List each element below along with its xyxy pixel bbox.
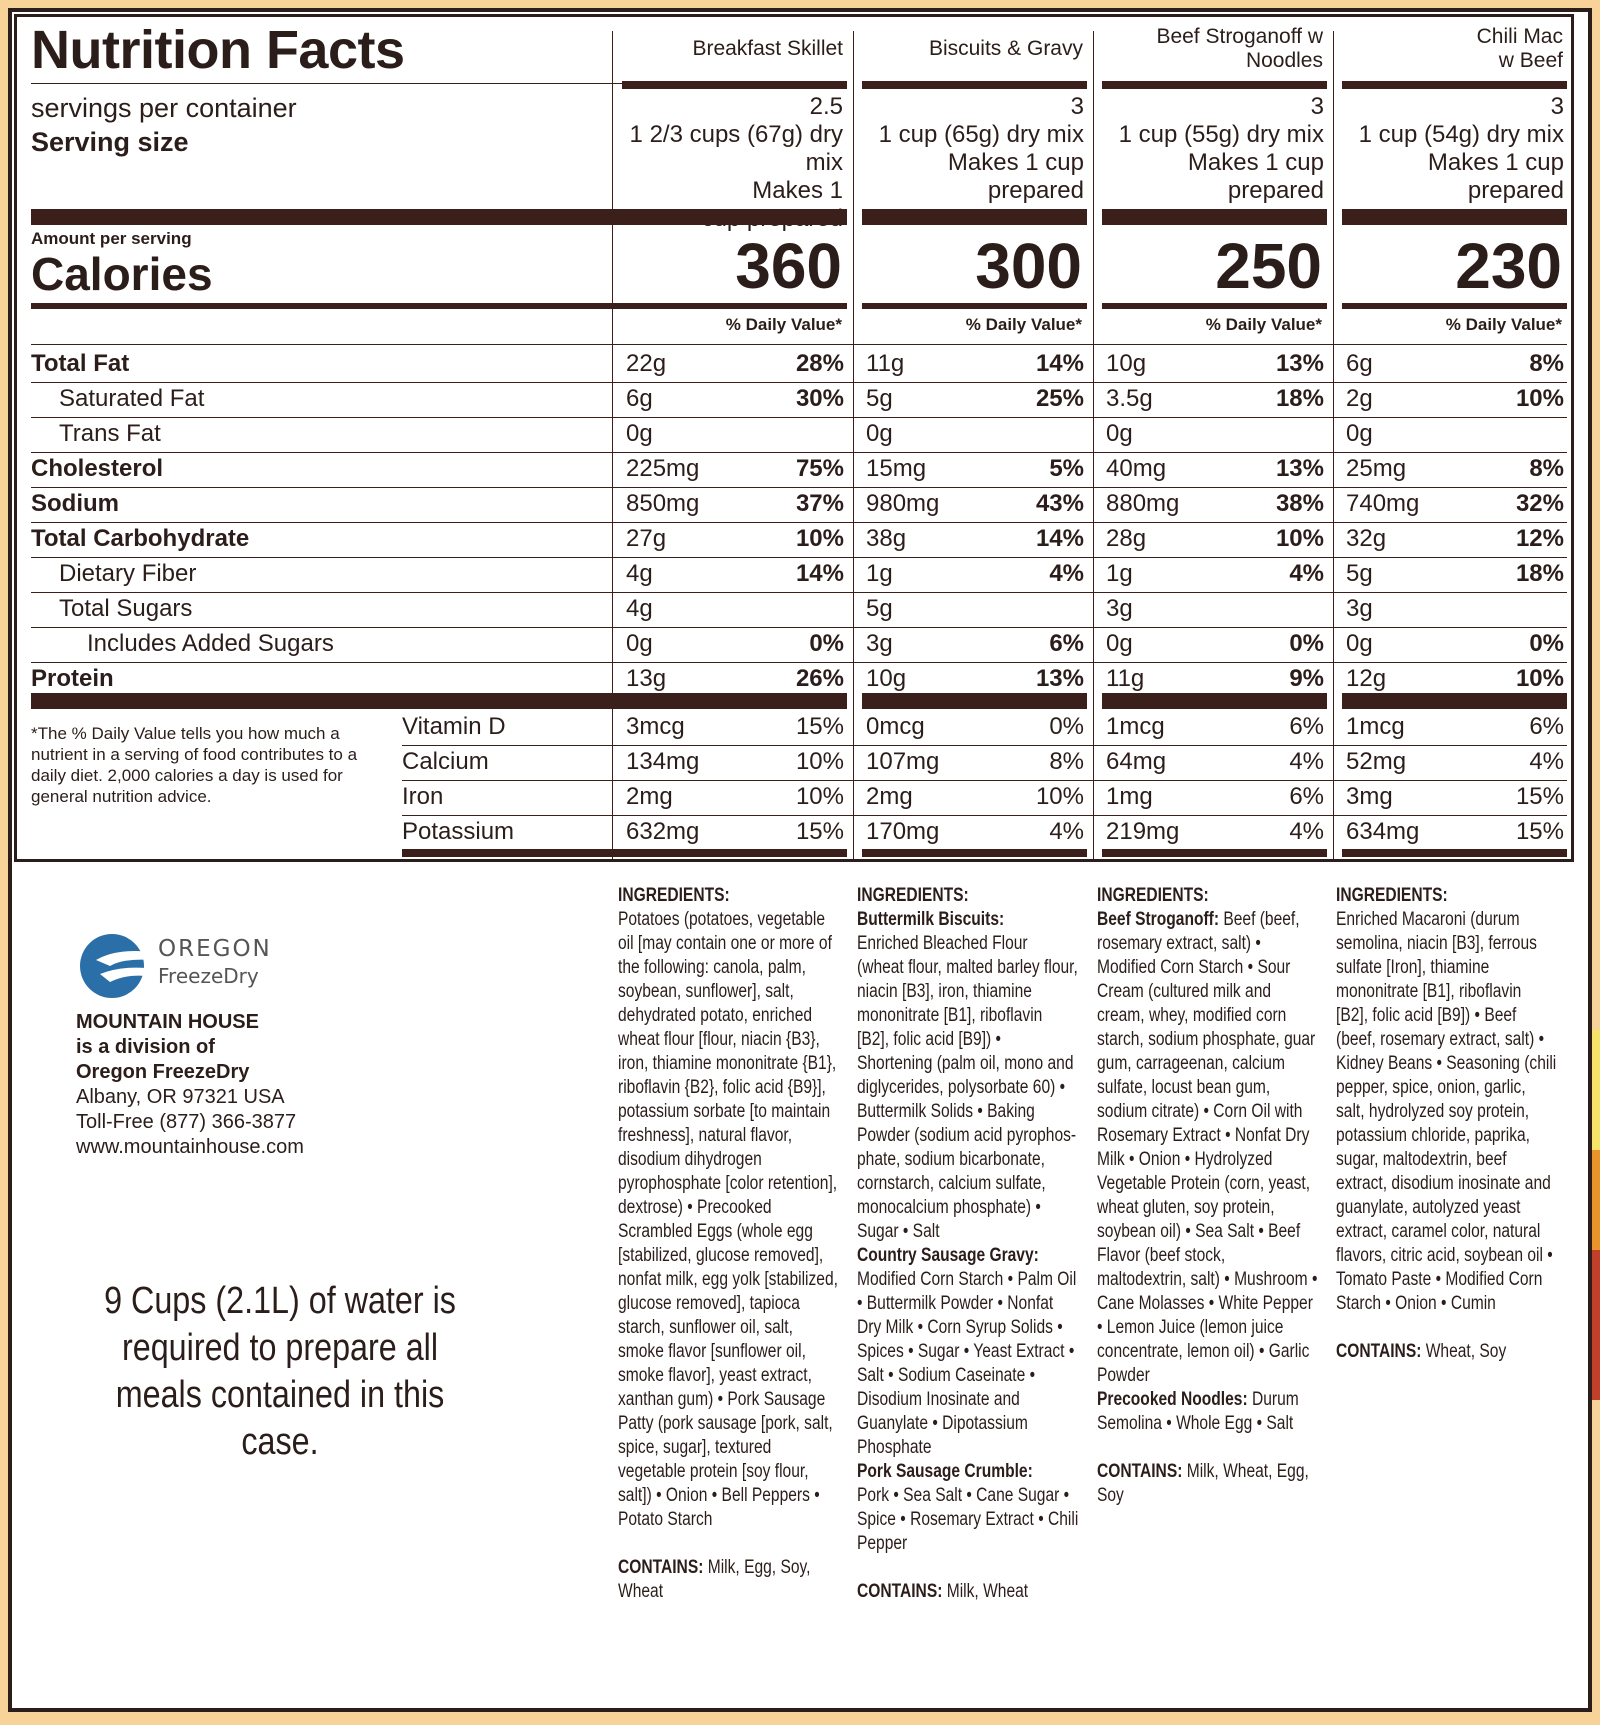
nutrient-amount: 10g — [1106, 350, 1147, 377]
logo-word-oregon: OREGON — [158, 936, 272, 962]
ingredients-body: Potatoes (potatoes, vegetable oil [may contain one or more of the following: canola, palm, soybean, sunflower], salt, dehydrated potato, enriched wheat flour [flour, niacin {B3}, iron, thiamine mononitrate {B1}, riboflavin {B2}, folic acid {B9}], potassium sorbate [to maintain freshness], natural flavor, disodium dihydrogen pyrophosphate [color retention], dextrose) • Precooked Scrambled Eggs (whole egg [stabilized, glucose removed], nonfat milk, egg yolk [stabilized, glucose removed], tapioca starch, sunflower oil, salt, smoke flavor [sunflower oil, smoke flavor], yeast extract, xanthan gum) • Pork Sausage Patty (pork sausage [pork, salt, spice, sugar], textured vegetable protein [soy flour, salt]) • Onion • Bell Peppers • Potato Starch — [618, 909, 838, 1530]
serving-bar — [31, 209, 622, 225]
serving-bar — [622, 209, 847, 225]
nutrient-label: Protein — [31, 665, 114, 692]
product-name-biscuits-gravy: Biscuits & Gravy — [928, 37, 1083, 60]
serving-size-label: Serving size — [31, 127, 189, 157]
vitamin-daily-value: 15% — [795, 713, 844, 740]
company-website: www.mountainhouse.com — [76, 1136, 304, 1158]
ingredients-heading: INGREDIENTS: — [1097, 885, 1209, 906]
nutrient-daily-value: 5% — [1049, 455, 1084, 482]
nutrient-amount: 40mg — [1106, 455, 1167, 482]
bottom-bar — [1342, 849, 1567, 857]
calories-bar — [1342, 303, 1567, 309]
nutrient-daily-value: 10% — [1515, 665, 1564, 692]
vitamin-label: Vitamin D — [402, 713, 506, 740]
vitamin-label: Iron — [402, 783, 444, 810]
nutrient-amount: 0g — [866, 420, 893, 447]
contains-line: CONTAINS: Milk, Wheat — [857, 1581, 1029, 1602]
vitamin-bar — [862, 693, 1087, 709]
dv-header: % Daily Value* — [725, 315, 842, 334]
nutrient-amount: 3g — [1346, 595, 1373, 622]
nutrient-amount: 0g — [1106, 420, 1133, 447]
vitamin-amount: 2mg — [626, 783, 673, 810]
nutrient-daily-value: 26% — [795, 665, 844, 692]
nutrient-amount: 740mg — [1346, 490, 1420, 517]
nutrient-daily-value: 4% — [1289, 560, 1324, 587]
nutrient-amount: 0g — [626, 420, 653, 447]
vitamin-daily-value: 6% — [1289, 783, 1324, 810]
nutrient-daily-value: 32% — [1515, 490, 1564, 517]
nutrient-amount: 5g — [866, 595, 893, 622]
ingredients-chili-mac — [1336, 884, 1557, 1364]
bottom-bar — [622, 849, 847, 857]
header-bar — [622, 81, 847, 89]
vitamin-daily-value: 10% — [795, 748, 844, 775]
nutrient-label: Includes Added Sugars — [87, 630, 334, 657]
contains-line: CONTAINS: Wheat, Soy — [1336, 1341, 1507, 1362]
nutrient-amount: 5g — [1346, 560, 1373, 587]
nutrient-amount: 880mg — [1106, 490, 1180, 517]
water-note: 9 Cups (2.1L) of water is required to prepare all meals contained in this case. — [104, 1280, 456, 1463]
nutrient-amount: 12g — [1346, 665, 1387, 692]
calories-value: 360 — [735, 230, 842, 302]
contains-line: CONTAINS: Milk, Egg, Soy, Wheat — [618, 1557, 811, 1602]
ingredients-biscuits-gravy — [857, 884, 1078, 1604]
vitamin-daily-value: 10% — [795, 783, 844, 810]
nutrient-amount: 11g — [866, 350, 905, 377]
vitamin-daily-value: 4% — [1289, 818, 1324, 845]
calories-value: 250 — [1215, 230, 1322, 302]
ingredients-heading: INGREDIENTS: — [618, 885, 730, 906]
header-bar — [1342, 81, 1567, 89]
ingredients-heading: INGREDIENTS: — [1336, 885, 1448, 906]
vitamin-amount: 52mg — [1346, 748, 1407, 775]
nutrient-daily-value: 6% — [1049, 630, 1084, 657]
ingredients-subheading: Buttermilk Biscuits: — [857, 909, 1005, 930]
nutrient-label: Saturated Fat — [59, 385, 205, 412]
calories-label: Calories — [31, 248, 213, 300]
serving-info-chili-mac: 3 1 cup (54g) dry mix Makes 1 cup prepared — [1358, 93, 1564, 204]
amount-per-serving: Amount per serving — [31, 229, 192, 248]
nutrient-amount: 1g — [866, 560, 893, 587]
nutrient-amount: 0g — [1346, 630, 1373, 657]
vitamin-amount: 1mcg — [1106, 713, 1165, 740]
panel-title: Nutrition Facts — [31, 20, 405, 80]
ingredients-beef-stroganoff — [1097, 884, 1318, 1508]
nutrient-amount: 25mg — [1346, 455, 1407, 482]
vitamin-amount: 3mcg — [626, 713, 685, 740]
ingredients-body: Precooked Noodles: Durum Semolina • Whole Egg • Salt — [1097, 1389, 1299, 1434]
calories-bar — [862, 303, 1087, 309]
nutrient-label: Total Sugars — [59, 595, 193, 622]
vitamin-amount: 632mg — [626, 818, 700, 845]
nutrient-label: Trans Fat — [59, 420, 161, 447]
nutrient-label: Dietary Fiber — [59, 560, 197, 587]
dv-header: % Daily Value* — [1205, 315, 1322, 334]
vitamin-amount: 0mcg — [866, 713, 925, 740]
company-line3: Oregon FreezeDry — [76, 1061, 250, 1083]
nutrient-daily-value: 0% — [809, 630, 844, 657]
nutrient-daily-value: 0% — [1289, 630, 1324, 657]
header-bar — [1102, 81, 1327, 89]
nutrient-amount: 22g — [626, 350, 667, 377]
nutrient-daily-value: 8% — [1529, 455, 1564, 482]
nutrient-amount: 1g — [1106, 560, 1133, 587]
contains-line: CONTAINS: Milk, Wheat, Egg, Soy — [1097, 1461, 1309, 1506]
company-info — [76, 1010, 304, 1160]
header-bar — [862, 81, 1087, 89]
ingredients-subheading: Country Sausage Gravy: — [857, 1245, 1039, 1266]
vitamin-label: Potassium — [402, 818, 515, 845]
nutrition-facts-panel — [14, 14, 1574, 862]
row-rule — [31, 662, 1567, 663]
row-rule — [31, 417, 1567, 418]
nutrient-daily-value: 8% — [1529, 350, 1564, 377]
nutrient-amount: 3.5g — [1106, 385, 1153, 412]
vitamin-label: Calcium — [402, 748, 489, 775]
nutrient-label: Total Fat — [31, 350, 130, 377]
company-line2: is a division of — [76, 1036, 215, 1058]
nutrient-daily-value: 13% — [1275, 455, 1324, 482]
nutrient-daily-value: 28% — [795, 350, 844, 377]
nutrient-amount: 6g — [1346, 350, 1373, 377]
nutrient-daily-value: 37% — [795, 490, 844, 517]
row-rule — [31, 487, 1567, 488]
ingredients-breakfast-skillet — [618, 884, 839, 1604]
vitamin-daily-value: 4% — [1049, 818, 1084, 845]
company-line1: MOUNTAIN HOUSE — [76, 1011, 259, 1033]
nutrient-amount: 0g — [1346, 420, 1373, 447]
serving-bar — [1342, 209, 1567, 225]
nutrient-daily-value: 18% — [1275, 385, 1324, 412]
product-name-chili-mac: Chili Mac w Beef — [1476, 25, 1563, 72]
nutrient-daily-value: 25% — [1035, 385, 1084, 412]
nutrient-daily-value: 14% — [795, 560, 844, 587]
nutrient-daily-value: 10% — [1515, 385, 1564, 412]
row-rule — [31, 627, 1567, 628]
nutrient-amount: 10g — [866, 665, 907, 692]
nutrient-amount: 2g — [1346, 385, 1373, 412]
vitamin-bar — [622, 693, 847, 709]
ingredients-body: Modified Corn Starch • Palm Oil • Buttermilk Powder • Nonfat Dry Milk • Corn Syrup Solids • Spices • Sugar • Yeast Extract • Salt • Sodium Caseinate • Disodium Inosinate and Guanylate • Dipotassium Phosphate — [857, 1269, 1077, 1458]
nutrient-amount: 850mg — [626, 490, 700, 517]
vitamin-daily-value: 0% — [1049, 713, 1084, 740]
vitamin-daily-value: 6% — [1529, 713, 1564, 740]
nutrient-daily-value: 30% — [795, 385, 844, 412]
bottom-bar — [1102, 849, 1327, 857]
calories-bar — [1102, 303, 1327, 309]
vitamin-daily-value: 6% — [1289, 713, 1324, 740]
ingredients-body: Pork • Sea Salt • Cane Sugar • Spice • Rosemary Extract • Chili Pepper — [857, 1485, 1079, 1554]
nutrient-daily-value: 10% — [795, 525, 844, 552]
nutrient-amount: 28g — [1106, 525, 1147, 552]
nutrient-daily-value: 13% — [1275, 350, 1324, 377]
company-address: Albany, OR 97321 USA — [76, 1086, 285, 1108]
dv-rule — [622, 344, 1567, 345]
dv-header: % Daily Value* — [965, 315, 1082, 334]
nutrient-label: Total Carbohydrate — [31, 525, 250, 552]
row-rule — [31, 382, 1567, 383]
bottom-bar — [402, 849, 622, 857]
product-name-beef-stroganoff: Beef Stroganoff w Noodles — [1156, 25, 1323, 72]
nutrient-amount: 11g — [1106, 665, 1145, 692]
vitamin-daily-value: 8% — [1049, 748, 1084, 775]
row-rule — [31, 522, 1567, 523]
company-logo — [76, 930, 376, 1000]
nutrient-daily-value: 38% — [1275, 490, 1324, 517]
nutrient-amount: 6g — [626, 385, 653, 412]
serving-info-beef-stroganoff: 3 1 cup (55g) dry mix Makes 1 cup prepared — [1118, 93, 1324, 204]
nutrient-daily-value: 10% — [1275, 525, 1324, 552]
nutrient-amount: 980mg — [866, 490, 940, 517]
vitamin-amount: 1mg — [1106, 783, 1153, 810]
serving-bar — [1102, 209, 1327, 225]
servings-label: servings per container — [31, 93, 297, 123]
calories-value: 300 — [975, 230, 1082, 302]
nutrient-daily-value: 14% — [1035, 525, 1084, 552]
nutrient-amount: 4g — [626, 560, 653, 587]
nutrient-amount: 5g — [866, 385, 893, 412]
ingredients-heading: INGREDIENTS: — [857, 885, 969, 906]
company-phone: Toll-Free (877) 366-3877 — [76, 1111, 297, 1133]
nutrient-amount: 27g — [626, 525, 667, 552]
row-rule — [402, 780, 1567, 781]
title-rule — [31, 83, 622, 84]
vitamin-daily-value: 4% — [1529, 748, 1564, 775]
vitamin-bar — [1102, 693, 1327, 709]
vitamin-daily-value: 15% — [795, 818, 844, 845]
ingredients-body: Beef Stroganoff: Beef (beef, rosemary extract, salt) • Modified Corn Starch • Sour Cream (cultured milk and cream, whey, modified corn starch, sodium phosphate, guar gum, carrageenan, calcium sulfate, locust bean gum, sodium citrate) • Corn Oil with Rosemary Extract • Nonfat Dry Milk • Onion • Hydrolyzed Vegetable Protein (corn, yeast, wheat gluten, soy protein, soybean oil) • Sea Salt • Beef Flavor (beef stock, maltodextrin, salt) • Mushroom • Cane Molasses • White Pepper • Lemon Juice (lemon juice concentrate, lemon oil) • Garlic Powder — [1097, 909, 1318, 1386]
dv-rule — [31, 344, 622, 345]
nutrient-amount: 3g — [866, 630, 893, 657]
serving-info-biscuits-gravy: 3 1 cup (65g) dry mix Makes 1 cup prepared — [878, 93, 1084, 204]
nutrient-label: Cholesterol — [31, 455, 164, 482]
nutrient-amount: 38g — [866, 525, 907, 552]
vitamin-amount: 2mg — [866, 783, 913, 810]
ingredients-subheading: Pork Sausage Crumble: — [857, 1461, 1033, 1482]
row-rule — [402, 745, 1567, 746]
bottom-bar — [862, 849, 1087, 857]
dv-header: % Daily Value* — [1445, 315, 1562, 334]
row-rule — [31, 557, 1567, 558]
nutrient-label: Sodium — [31, 490, 119, 517]
nutrient-daily-value: 14% — [1035, 350, 1084, 377]
nutrient-daily-value: 75% — [795, 455, 844, 482]
row-rule — [31, 452, 1567, 453]
vitamin-daily-value: 15% — [1515, 783, 1564, 810]
row-rule — [402, 815, 1567, 816]
nutrient-daily-value: 13% — [1035, 665, 1084, 692]
row-rule — [31, 592, 1567, 593]
nutrient-amount: 15mg — [866, 455, 927, 482]
logo-word-freezedry: FreezeDry — [158, 964, 259, 988]
vitamin-bar — [1342, 693, 1567, 709]
vitamin-amount: 170mg — [866, 818, 940, 845]
product-name-breakfast-skillet: Breakfast Skillet — [692, 37, 843, 60]
vitamin-daily-value: 4% — [1289, 748, 1324, 775]
nutrient-amount: 225mg — [626, 455, 700, 482]
vitamin-amount: 1mcg — [1346, 713, 1405, 740]
nutrient-daily-value: 43% — [1035, 490, 1084, 517]
vitamin-amount: 134mg — [626, 748, 700, 775]
serving-bar — [862, 209, 1087, 225]
vitamin-daily-value: 10% — [1035, 783, 1084, 810]
serving-info-breakfast-skillet: 2.5 1 2/3 cups (67g) dry mix Makes 1 — [629, 93, 843, 204]
dv-footnote: *The % Daily Value tells you how much a nutrient in a serving of food contributes to a daily diet. 2,000 calories a day is used for general nutrition advice. — [31, 724, 358, 806]
ingredients-body: Enriched Macaroni (durum semolina, niacin [B3], ferrous sulfate [Iron], thiamine mononitrate [B1], riboflavin [B2], folic acid [B9]) • Beef (beef, rosemary extract, salt) • Kidney Beans • Seasoning (chili pepper, spice, onion, garlic, salt, hydrolyzed soy protein, potassium chloride, paprika, sugar, maltodextrin, beef extract, disodium inosinate and guanylate, autolyzed yeast extract, caramel color, natural flavors, citric acid, soybean oil • Tomato Paste • Modified Corn Starch • Onion • Cumin — [1336, 909, 1557, 1314]
ingredients-body: Enriched Bleached Flour (wheat flour, malted barley flour, niacin [B3], iron, thiamine mononitrate [B1], riboflavin [B2], folic acid [B9]) • Shortening (palm oil, mono and diglycerides, polysorbate 60) • Buttermilk Solids • Baking Powder (sodium acid pyrophos-phate, sodium bicarbonate, cornstarch, calcium sulfate, monocalcium phosphate) • Sugar • Salt — [857, 933, 1078, 1242]
nutrient-daily-value: 12% — [1515, 525, 1564, 552]
nutrient-daily-value: 4% — [1049, 560, 1084, 587]
vitamin-amount: 107mg — [866, 748, 940, 775]
vitamin-bar — [31, 693, 622, 709]
nutrient-daily-value: 9% — [1289, 665, 1324, 692]
nutrient-daily-value: 18% — [1515, 560, 1564, 587]
vitamin-amount: 219mg — [1106, 818, 1180, 845]
nutrient-daily-value: 0% — [1529, 630, 1564, 657]
nutrient-amount: 13g — [626, 665, 667, 692]
calories-bar — [622, 303, 847, 309]
calories-bar — [31, 303, 622, 309]
nutrient-amount: 32g — [1346, 525, 1387, 552]
oregon-freezedry-logo-icon — [76, 930, 156, 1000]
vitamin-amount: 3mg — [1346, 783, 1393, 810]
nutrient-amount: 4g — [626, 595, 653, 622]
nutrient-amount: 0g — [1106, 630, 1133, 657]
vitamin-amount: 64mg — [1106, 748, 1167, 775]
nutrient-amount: 3g — [1106, 595, 1133, 622]
calories-value: 230 — [1455, 230, 1562, 302]
nutrient-amount: 0g — [626, 630, 653, 657]
vitamin-daily-value: 15% — [1515, 818, 1564, 845]
vitamin-amount: 634mg — [1346, 818, 1420, 845]
